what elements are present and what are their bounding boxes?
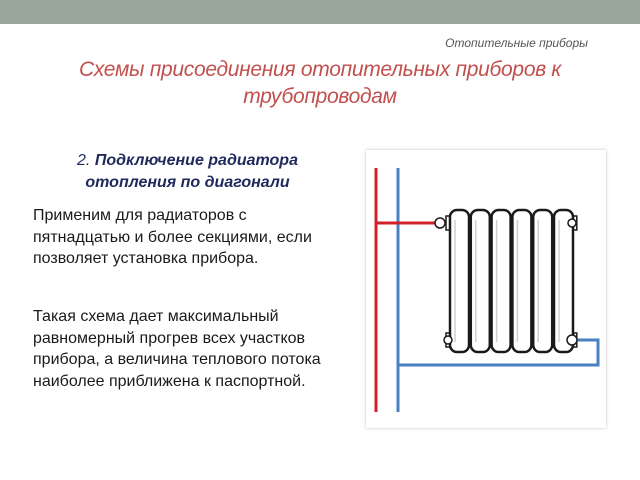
radiator-diagram (366, 150, 606, 428)
radiator-section (471, 210, 490, 352)
radiator-section (450, 210, 469, 352)
bottom-plug-icon (444, 336, 452, 344)
radiator-section (512, 210, 531, 352)
subheading-number: 2. (77, 152, 91, 169)
air-valve-icon (568, 219, 576, 227)
inlet-plug-icon (435, 218, 445, 228)
paragraph-2: Такая схема дает максимальный равномерный прогрев всех участков прибора, а величина теплового потока наиболее приближена к паспортной. (33, 308, 321, 390)
top-bar (0, 0, 640, 24)
radiator-section (492, 210, 511, 352)
section-note: Отопительные приборы (445, 36, 588, 50)
slide-title: Схемы присоединения отопительных приборов к трубопроводам (78, 58, 562, 108)
radiator-section (533, 210, 552, 352)
paragraph-1: Применим для радиаторов с пятнадцатью и более секциями, если позволяет установка прибора. (33, 207, 312, 267)
radiator-section (554, 210, 573, 352)
radiator-diagonal-connection-icon (366, 150, 606, 428)
outlet-plug-icon (567, 335, 577, 345)
subheading (30, 150, 345, 194)
subheading-text: Подключение радиатора отопления по диагонали (85, 152, 298, 191)
radiator (446, 210, 577, 352)
